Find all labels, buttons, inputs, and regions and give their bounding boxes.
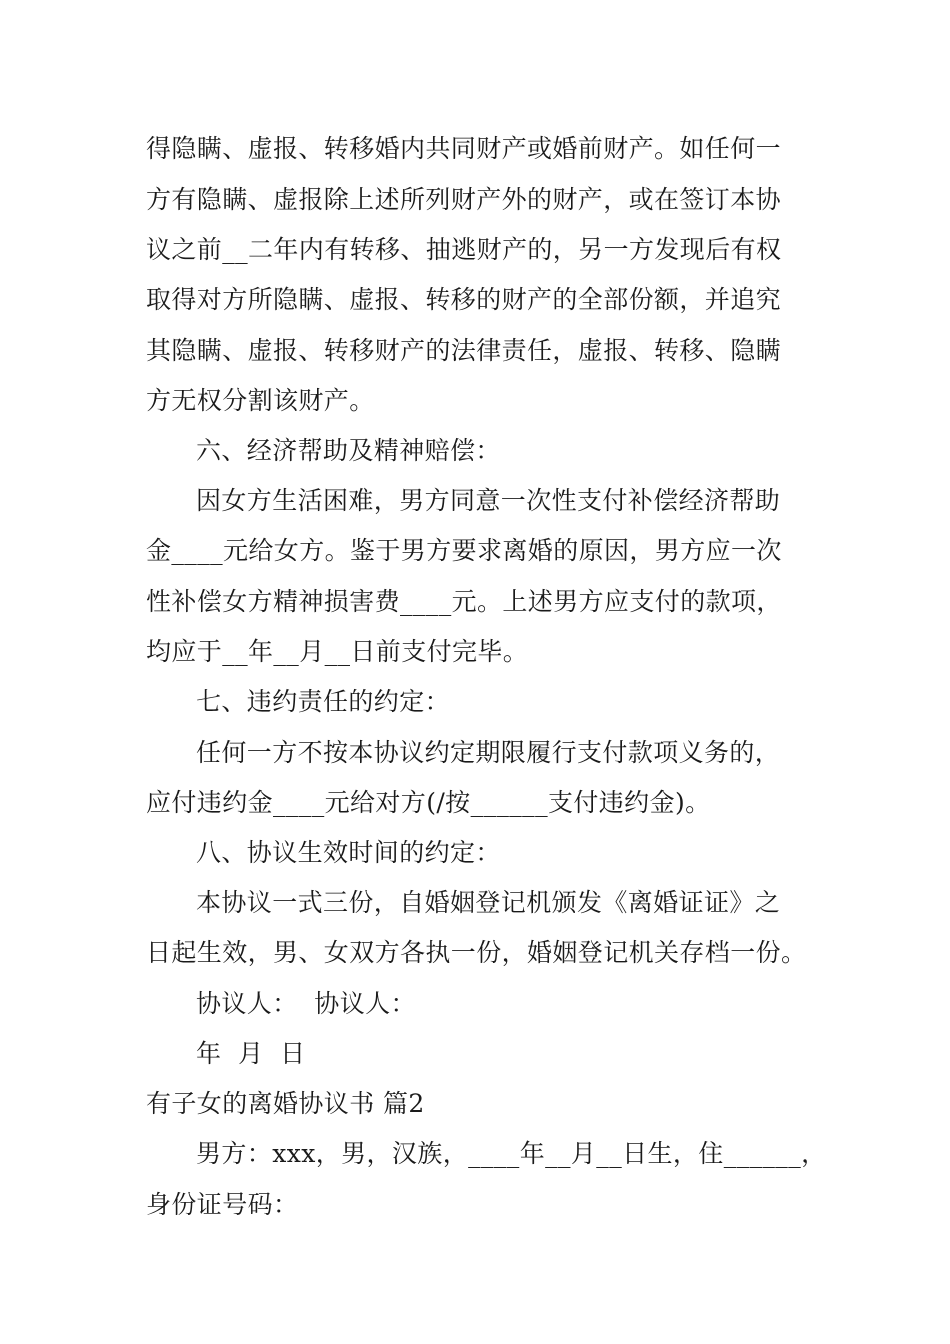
paragraph-line: 其隐瞒、虚报、转移财产的法律责任，虚报、转移、隐瞒 xyxy=(146,336,782,365)
paragraph-line: 议之前__二年内有转移、抽逃财产的，另一方发现后有权 xyxy=(146,235,782,264)
paragraph-line: 身份证号码： xyxy=(146,1190,299,1219)
paragraph-line: 因女方生活困难，男方同意一次性支付补偿经济帮助 xyxy=(196,486,781,515)
section-heading: 六、经济帮助及精神赔偿： xyxy=(196,436,501,465)
paragraph-line: 金____元给女方。鉴于男方要求离婚的原因，男方应一次 xyxy=(146,536,782,565)
paragraph-line: 应付违约金____元给对方(/按______支付违约金)。 xyxy=(146,788,711,817)
paragraph-line: 任何一方不按本协议约定期限履行支付款项义务的， xyxy=(196,738,781,767)
signature-line: 协议人： 协议人： xyxy=(196,989,416,1018)
paragraph-line: 男方：xxx，男，汉族，____年__月__日生，住______， xyxy=(196,1139,827,1168)
document-title: 有子女的离婚协议书 篇2 xyxy=(146,1089,425,1118)
paragraph-line: 方无权分割该财产。 xyxy=(146,386,375,415)
paragraph-line: 方有隐瞒、虚报除上述所列财产外的财产，或在签订本协 xyxy=(146,185,782,214)
section-heading: 七、违约责任的约定： xyxy=(196,687,451,716)
paragraph-line: 得隐瞒、虚报、转移婚内共同财产或婚前财产。如任何一 xyxy=(146,134,782,163)
paragraph-line: 性补偿女方精神损害费____元。上述男方应支付的款项， xyxy=(146,587,782,616)
paragraph-line: 取得对方所隐瞒、虚报、转移的财产的全部份额，并追究 xyxy=(146,285,782,314)
date-line: 年 月 日 xyxy=(196,1039,306,1068)
paragraph-line: 均应于__年__月__日前支付完毕。 xyxy=(146,637,529,666)
paragraph-line: 本协议一式三份，自婚姻登记机颁发《离婚证证》之 xyxy=(196,888,781,917)
paragraph-line: 日起生效，男、女双方各执一份，婚姻登记机关存档一份。 xyxy=(146,938,807,967)
section-heading: 八、协议生效时间的约定： xyxy=(196,838,501,867)
